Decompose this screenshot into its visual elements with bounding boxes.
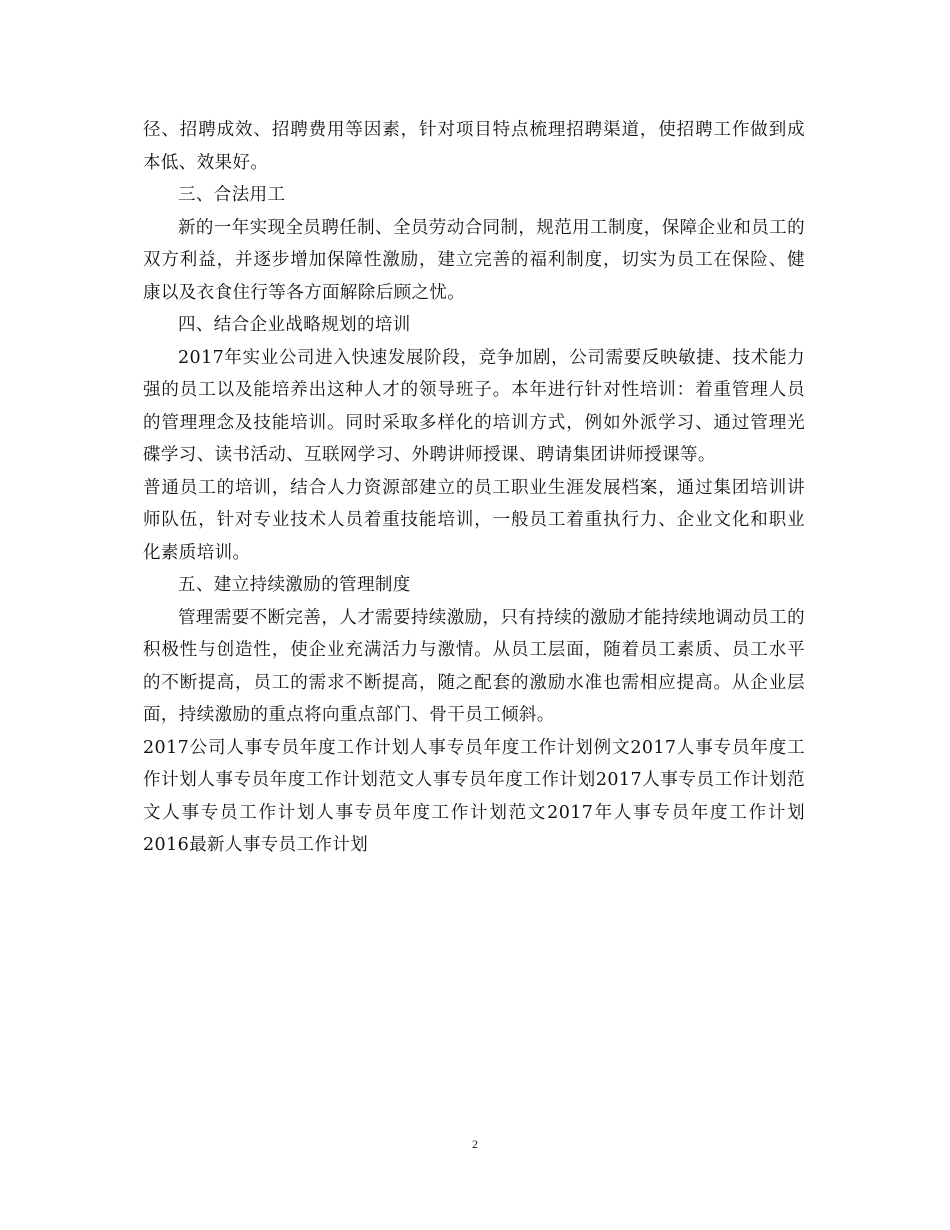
page-number: 2 xyxy=(472,1137,478,1151)
document-body xyxy=(143,114,805,862)
paragraph-legal-employment: 新的一年实现全员聘任制、全员劳动合同制，规范用工制度，保障企业和员工的双方利益，并逐步增加保障性激励，建立完善的福利制度，切实为员工在保险、健康以及衣食住行等各方面解除后顾之忧。 xyxy=(143,217,805,303)
paragraph-related-titles: 2017公司人事专员年度工作计划人事专员年度工作计划例文2017人事专员年度工作计划人事专员年度工作计划范文人事专员年度工作计划2017人事专员工作计划范文人事专员工作计划人事专员年度工作计划范文2017年人事专员年度工作计划2016最新人事专员工作计划 xyxy=(143,737,805,855)
paragraph-employee-training: 普通员工的培训，结合人力资源部建立的员工职业生涯发展档案，通过集团培训讲师队伍，针对专业技术人员着重技能培训，一般员工着重执行力、企业文化和职业化素质培训。 xyxy=(143,477,805,563)
paragraph-continuous-incentive: 管理需要不断完善，人才需要持续激励，只有持续的激励才能持续地调动员工的积极性与创造性，使企业充满活力与激情。从员工层面，随着员工素质、员工水平的不断提高，员工的需求不断提高，随之配套的激励水准也需相应提高。从企业层面，持续激励的重点将向重点部门、骨干员工倾斜。 xyxy=(143,607,805,725)
heading-strategic-training: 四、结合企业战略规划的培训 xyxy=(178,315,411,335)
paragraph-strategic-training: 2017年实业公司进入快速发展阶段，竞争加剧，公司需要反映敏捷、技术能力强的员工以及能培养出这种人才的领导班子。本年进行针对性培训：着重管理人员的管理理念及技能培训。同时采取多样化的培训方式，例如外派学习、通过管理光碟学习、读书活动、互联网学习、外聘讲师授课、聘请集团讲师授课等。 xyxy=(143,347,805,465)
heading-legal-employment: 三、合法用工 xyxy=(178,185,286,205)
paragraph-recruitment-continued: 径、招聘成效、招聘费用等因素，针对项目特点梳理招聘渠道，使招聘工作做到成本低、效果好。 xyxy=(143,120,805,173)
heading-continuous-incentive: 五、建立持续激励的管理制度 xyxy=(178,575,411,595)
